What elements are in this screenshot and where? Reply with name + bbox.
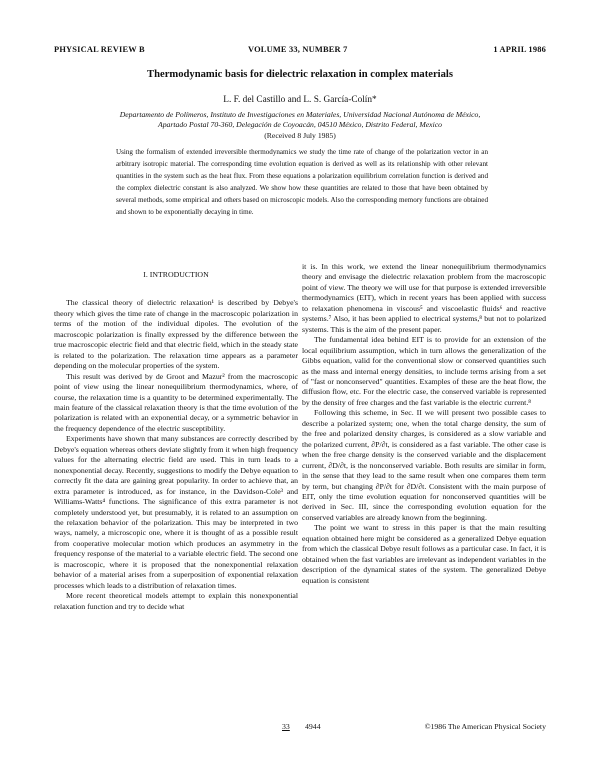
section-heading: I. INTRODUCTION (143, 270, 209, 279)
paragraph: This result was derived by de Groot and Mazur² from the macroscopic point of view using the linear nonequilibrium thermodynamics, where, of course, the relaxation time is a quantity to be determined experimentally. The main feature of the classical relaxation theory is that the time evolution of the polarization is related with an exponential decay, or a symmetric behavior in the frequency dependence of the electric susceptibility. (54, 371, 298, 433)
abstract: Using the formalism of extended irreversible thermodynamics we study the time rate of change of the polarization vector in an arbitrary isotropic material. The corresponding time evolution equation is derived as well as its relationship with other relevant quantities in the system such as the heat flux. From these equations a polarization equilibrium correlation function is derived and the complex dielectric constant is also analyzed. We show how these quantities are related to those that have been obtained by several methods, some empirical and others based on microscopic models. Also the corresponding memory functions are obtained and shown to be exponentially decaying in time. (116, 148, 488, 216)
paper-title: Thermodynamic basis for dielectric relaxation in complex materials (147, 69, 453, 80)
affiliation (40, 110, 560, 130)
journal-name: PHYSICAL REVIEW B (54, 45, 145, 54)
volume-number: VOLUME 33, NUMBER 7 (248, 45, 348, 54)
paragraph: The classical theory of dielectric relaxation¹ is described by Debye's theory which gives the time rate of change in the macroscopic polarization in terms of the motion of the individual dipoles. The evolution of the macroscopic polarization is finally expressed by the difference between the true macroscopic electric field and that electric field, which in the steady state is related to the polarization. The relaxation time appears as a parameter depending on the molecular properties of the system. (54, 298, 298, 371)
right-column (302, 262, 546, 586)
paragraph: Following this scheme, in Sec. II we will present two possible cases to describe a polarized system; one, when the total charge density, the sum of the free and polarized density charges, is considered as a slow variable and the polarized current, ∂P/∂t, is considered as a fast variable. The other case is when the free charge density is the conserved variable and the displacement current, ∂D/∂t, is the nonconserved variable. Both results are similar in form, in the sense that they lead to the same result when one compares them term by term, but changing ∂P/∂t for ∂D/∂t. Consistent with the main purpose of EIT, only the time evolution equation for nonconserved quantities will be derived in Sec. III, since the corresponding evolution equation for the conserved variables are already known from the beginning. (302, 408, 546, 522)
volume-footer: 33 (282, 722, 290, 731)
paragraph: The point we want to stress in this paper is that the main resulting equation obtained here might be considered as a generalized Debye equation from which the classical Debye result follows as a particular case. In fact, it is obtained when the fast variables are irrelevant as independent variables in the description of the dynamical states of the system. The generalized Debye equation is consistent (302, 523, 546, 585)
author-list: L. F. del Castillo and L. S. García-Colín* (223, 95, 377, 105)
affiliation-line-2: Apartado Postal 70-360, Delegación de Coyoacán, 04510 México, Distrito Federal, Mexico (158, 120, 442, 129)
issue-date: 1 APRIL 1986 (493, 45, 546, 54)
page-number: 4944 (305, 722, 321, 731)
left-column (54, 262, 298, 612)
copyright: ©1986 The American Physical Society (424, 722, 546, 731)
received-date: (Received 8 July 1985) (264, 131, 336, 140)
affiliation-line-1: Departamento de Polímeros, Instituto de Investigaciones en Materiales, Universidad Nacional Autónoma de México, (119, 110, 481, 119)
paragraph: it is. In this work, we extend the linear nonequilibrium thermodynamics theory and envisage the dielectric relaxation problem from the macroscopic point of view. The theory we will use for that purpose is extended irreversible thermodynamics (EIT), which in recent years has been applied with success to relaxation phenomena in viscous⁵ and viscoelastic fluids⁶ and reactive systems.⁷ Also, it has been applied to electrical systems,⁸ but not to polarized systems. This is the aim of the present paper. (302, 262, 546, 334)
paragraph: The fundamental idea behind EIT is to provide for an extension of the local equilibrium assumption, which in turn allows the generalization of the Gibbs equation, valid for the conventional slow or conserved quantities such as the mass and internal energy densities, to include terms arising from a set of "fast or nonconserved" quantities. Examples of these are the heat flow, the diffusion flow, etc. For the electric case, the conserved variable is represented by the density of free charges and the fast variable is the electric current.⁸ (302, 335, 546, 407)
paragraph: Experiments have shown that many substances are correctly described by Debye's equation whereas others deviate slightly from it when high frequency values for the alternating electric field are used. This in turn leads to a nonexponential decay. Recently, suggestions to modify the Debye equation to correctly fit the data are gaining great popularity. In order to achieve that, an extra parameter is introduced, as for instance, in the Davidson-Cole³ and Williams-Watts⁴ functions. The significance of this extra parameter is not completely understood yet, but presumably, it is related to an assumption on the relaxation behavior of the polarization. This may be interpreted in two ways, namely, a microscopic one, where it is thought of as a possible result from cooperative molecular motion which produces an asymmetry in the frequency response of the material to a variable electric field. The second one is macroscopic, where it is proposed that the nonexponential relaxation behavior of a material arises from a superposition of exponential relaxation processes which leads to a distribution of relaxation times. (54, 434, 298, 590)
paragraph: More recent theoretical models attempt to explain this nonexponential relaxation function and try to decide what (54, 591, 298, 611)
